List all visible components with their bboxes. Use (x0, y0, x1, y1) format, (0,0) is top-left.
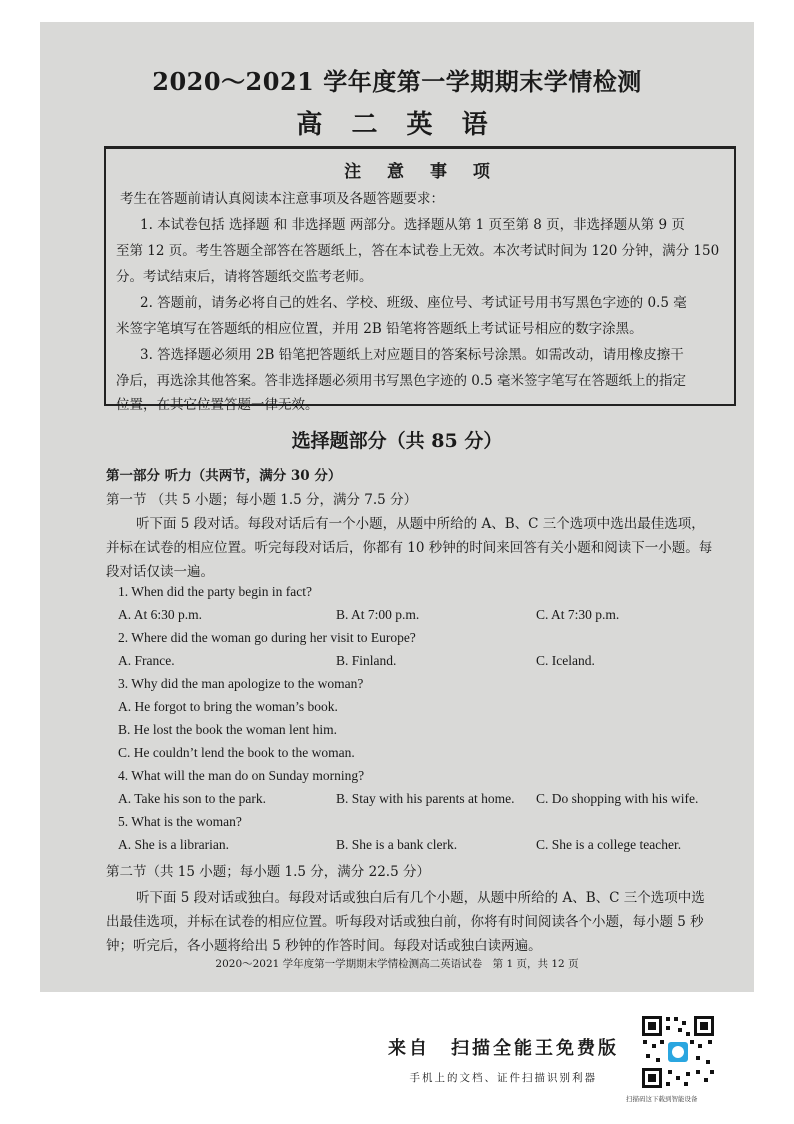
option-c: C. Do shopping with his wife. (536, 791, 699, 806)
notice-line: 位置，在其它位置答题一律无效。 (116, 397, 319, 413)
notice-box (104, 146, 736, 413)
instruction-line: 段对话仅读一遍。 (106, 564, 214, 580)
instruction-line: 出最佳选项，并标在试卷的相应位置。听每段对话或独白前，你将有时间阅读各个小题，每小题 5 秒 (106, 914, 704, 930)
instruction-line: 听下面 5 段对话或独白。每段对话或独白后有几个小题，从题中所给的 A、B、C 三个选项中选 (136, 890, 705, 906)
option-b: B. Stay with his parents at home. (336, 791, 515, 806)
question-stem: 5. What is the woman? (118, 814, 242, 829)
option-a: A. France. (118, 653, 175, 668)
subsection-heading: 第一节 （共 5 小题；每小题 1.5 分，满分 7.5 分） (106, 492, 418, 508)
section-title: 选择题部分（共 85 分） (291, 430, 503, 452)
notice-line: 至第 12 页。考生答题全部答在答题纸上，答在本试卷上无效。本次考试时间为 120 分钟，满分 150 (116, 243, 720, 259)
notice-line: 米签字笔填写在答题纸的相应位置，并用 2B 铅笔将答题纸上考试证号相应的数字涂黑。 (116, 321, 643, 337)
option-c: C. Iceland. (536, 653, 595, 668)
question-stem: 3. Why did the man apologize to the woman? (118, 676, 364, 691)
option-a: A. Take his son to the park. (118, 791, 267, 806)
notice-line: 净后，再选涂其他答案。答非选择题必须用书写黑色字迹的 0.5 毫米签字笔写在答题纸上的指定 (116, 373, 687, 389)
notice-line: 1. 本试卷包括 选择题 和 非选择题 两部分。选择题从第 1 页至第 8 页，非选择题从第 9 页 (140, 217, 685, 233)
qr-caption: 扫描码这下载到智能设备 (626, 1095, 698, 1103)
part-heading: 第一部分 听力（共两节，满分 30 分） (106, 468, 342, 484)
notice-line: 考生在答题前请认真阅读本注意事项及各题答题要求： (120, 191, 444, 207)
notice-line: 3. 答选择题必须用 2B 铅笔把答题纸上对应题目的答案标号涂黑。如需改动，请用橡皮擦干 (140, 347, 684, 363)
option-b: B. Finland. (336, 653, 397, 668)
question-stem: 4. What will the man do on Sunday morning? (118, 768, 365, 783)
exam-subject: 高 二 英 语 (296, 110, 498, 140)
option-c: C. At 7:30 p.m. (536, 607, 620, 622)
notice-line: 分。考试结束后，请将答题纸交监考老师。 (116, 269, 373, 285)
question-stem: 1. When did the party begin in fact? (118, 584, 312, 599)
option-a: A. He forgot to bring the woman’s book. (118, 699, 338, 714)
instruction-line: 钟；听完后，各小题将给出 5 秒钟的作答时间。每段对话或独白读两遍。 (106, 938, 542, 954)
exam-title: 2020～2021 学年度第一学期期末学情检测 (152, 67, 642, 96)
notice-title: 注 意 事 项 (344, 162, 500, 182)
option-b: B. He lost the book the woman lent him. (118, 722, 337, 737)
option-b: B. She is a bank clerk. (336, 837, 458, 852)
option-c: C. He couldn’t lend the book to the woman. (118, 745, 355, 760)
scanned-page (40, 22, 754, 992)
instruction-line: 并标在试卷的相应位置。听完每段对话后，你都有 10 秒钟的时间来回答有关小题和阅读下一小题。每 (106, 540, 713, 556)
question-stem: 2. Where did the woman go during her visit to Europe? (118, 630, 416, 645)
page-footer: 2020～2021 学年度第一学期期末学情检测高二英语试卷 第 1 页，共 12 页 (215, 958, 579, 970)
scanner-tagline: 手机上的文档、证件扫描识别利器 (409, 1072, 597, 1084)
option-a: A. At 6:30 p.m. (118, 607, 203, 622)
option-a: A. She is a librarian. (118, 837, 229, 852)
scanner-brand: 来自 扫描全能王免费版 (388, 1038, 619, 1059)
subsection-heading: 第二节（共 15 小题；每小题 1.5 分，满分 22.5 分） (106, 864, 430, 880)
qr-code-icon[interactable] (640, 1014, 716, 1090)
option-c: C. She is a college teacher. (536, 837, 682, 852)
notice-line: 2. 答题前，请务必将自己的姓名、学校、班级、座位号、考试证号用书写黑色字迹的 0.5 毫 (140, 295, 687, 311)
instruction-line: 听下面 5 段对话。每段对话后有一个小题，从题中所给的 A、B、C 三个选项中选出最佳选项， (136, 516, 705, 532)
option-b: B. At 7:00 p.m. (336, 607, 420, 622)
